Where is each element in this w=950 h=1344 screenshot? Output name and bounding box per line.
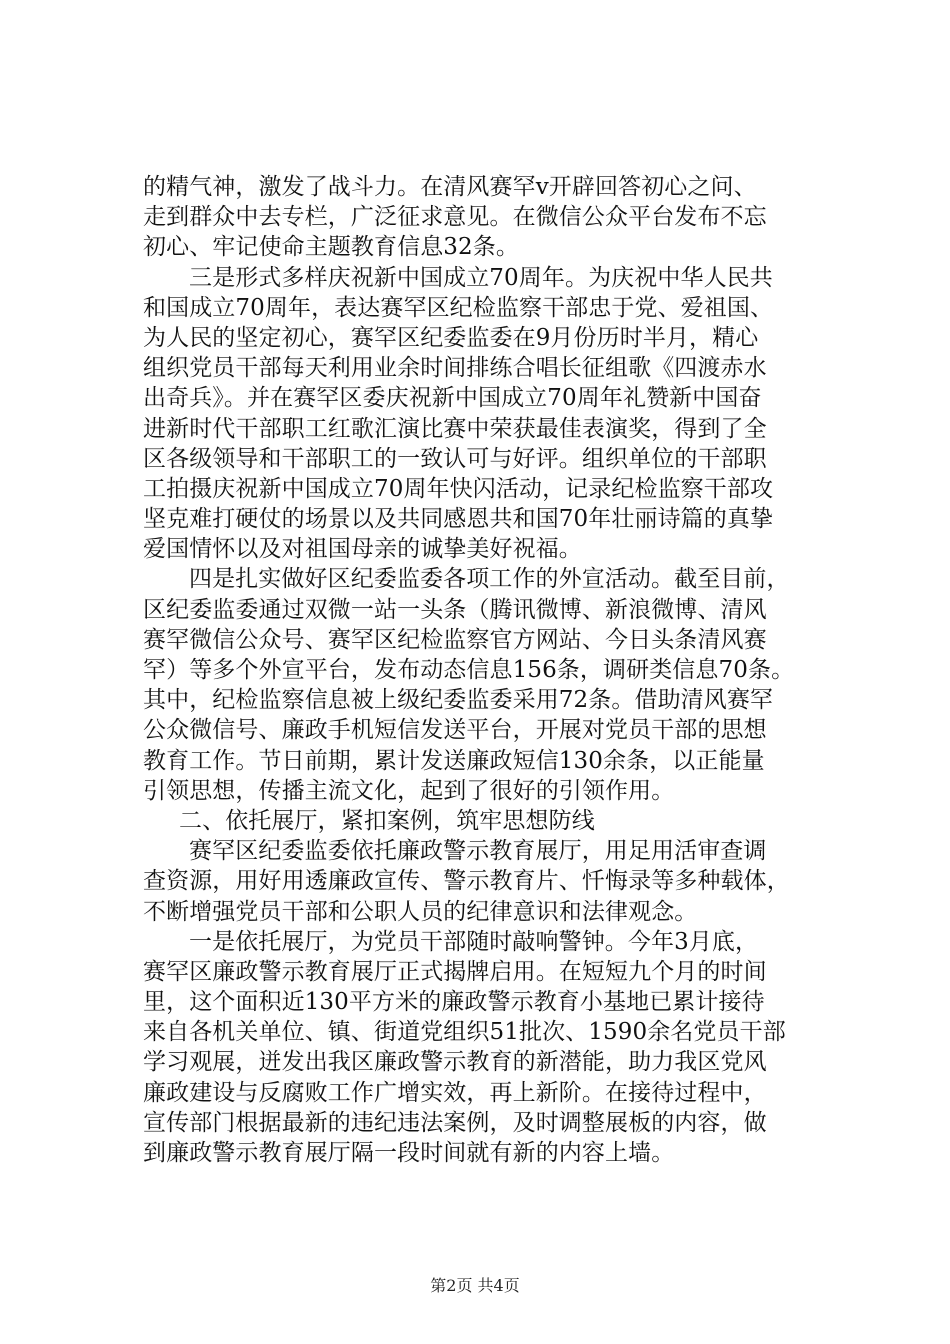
text-line: 初心、牢记使命主题教育信息32条。 — [143, 234, 519, 261]
text-line: 到廉政警示教育展厅隔一段时间就有新的内容上墙。 — [143, 1140, 675, 1166]
paragraph-start-line: 四是扎实做好区纪委监委各项工作的外宣活动。截至目前， — [189, 566, 790, 593]
text-line: 为人民的坚定初心，赛罕区纪委监委在9月份历时半月，精心 — [143, 324, 759, 351]
text-line: 出奇兵》。并在赛罕区委庆祝新中国成立70周年礼赞新中国奋 — [143, 385, 762, 412]
text-line: 其中，纪检监察信息被上级纪委监委采用72条。借助清风赛罕 — [143, 687, 774, 714]
text-line: 罕）等多个外宣平台，发布动态信息156条，调研类信息70条。 — [143, 657, 795, 683]
text-line: 教育工作。节日前期，累计发送廉政短信130余条，以正能量 — [143, 747, 765, 774]
paragraph-start-line: 赛罕区纪委监委依托廉政警示教育展厅，用足用活审查调 — [189, 838, 767, 865]
text-line: 引领思想，传播主流文化，起到了很好的引领作用。 — [143, 777, 675, 804]
section-heading: 二、依托展厅，紧扣案例，筑牢思想防线 — [179, 807, 595, 834]
text-line: 进新时代干部职工红歌汇演比赛中荣获最佳表演奖，得到了全 — [143, 415, 767, 442]
text-line: 里，这个面积近130平方米的廉政警示教育小基地已累计接待 — [143, 989, 765, 1016]
text-line: 赛罕微信公众号、赛罕区纪检监察官方网站、今日头条清风赛 — [143, 626, 767, 653]
text-line: 学习观展，迸发出我区廉政警示教育的新潜能，助力我区党风 — [143, 1049, 767, 1076]
text-line: 宣传部门根据最新的违纪违法案例，及时调整展板的内容，做 — [143, 1109, 767, 1136]
paragraph-start-line: 一是依托展厅，为党员干部随时敲响警钟。今年3月底， — [189, 928, 759, 955]
text-line: 来自各机关单位、镇、街道党组织51批次、1590余名党员干部 — [143, 1019, 786, 1046]
page-number-footer: 第2页 共4页 — [430, 1276, 520, 1295]
document-body — [143, 172, 833, 1168]
text-line: 公众微信号、廉政手机短信发送平台，开展对党员干部的思想 — [143, 717, 767, 744]
text-line: 赛罕区廉政警示教育展厅正式揭牌启用。在短短九个月的时间 — [143, 958, 767, 985]
text-line: 廉政建设与反腐败工作广增实效，再上新阶。在接待过程中， — [143, 1079, 767, 1106]
text-line: 不断增强党员干部和公职人员的纪律意识和法律观念。 — [143, 898, 698, 925]
paragraph-start-line: 三是形式多样庆祝新中国成立70周年。为庆祝中华人民共 — [189, 264, 773, 291]
text-line: 组织党员干部每天利用业余时间排练合唱长征组歌《四渡赤水 — [143, 355, 767, 382]
text-line: 坚克难打硬仗的场景以及共同感恩共和国70年壮丽诗篇的真挚 — [143, 506, 774, 533]
text-line: 区纪委监委通过双微一站一头条（腾讯微博、新浪微博、清风 — [143, 596, 767, 623]
text-line: 的精气神，激发了战斗力。在清风赛罕v开辟回答初心之问、 — [143, 174, 757, 200]
text-line: 工拍摄庆祝新中国成立70周年快闪活动，记录纪检监察干部攻 — [143, 475, 774, 502]
text-line: 爱国情怀以及对祖国母亲的诚挚美好祝福。 — [143, 536, 582, 563]
text-line: 区各级领导和干部职工的一致认可与好评。组织单位的干部职 — [143, 445, 767, 472]
text-line: 走到群众中去专栏，广泛征求意见。在微信公众平台发布不忘 — [143, 204, 767, 231]
text-line: 和国成立70周年，表达赛罕区纪检监察干部忠于党、爱祖国、 — [143, 294, 774, 321]
text-line: 查资源，用好用透廉政宣传、警示教育片、忏悔录等多种载体， — [143, 868, 790, 895]
